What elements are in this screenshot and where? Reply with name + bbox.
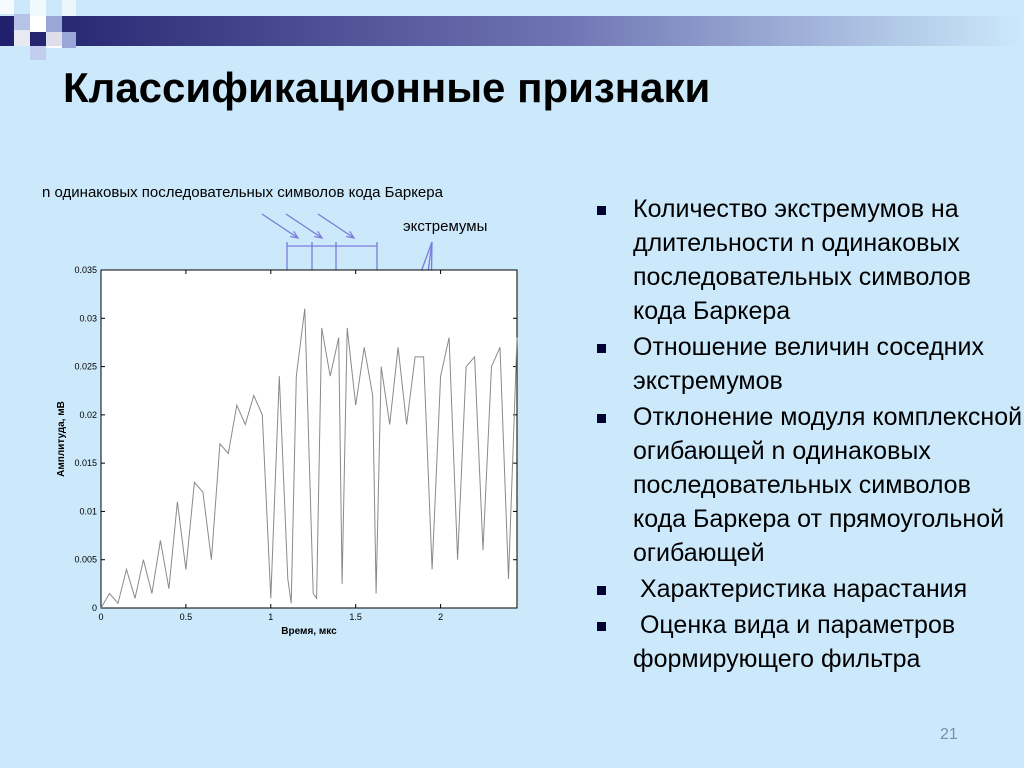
signal-chart-area: [0, 170, 590, 650]
page-title: Классификационные признаки: [63, 64, 711, 111]
arrow-line: [318, 214, 354, 238]
y-axis-label: Амплитуда, мВ: [56, 401, 67, 477]
y-tick-label: 0.01: [79, 506, 97, 517]
y-tick-label: 0.035: [74, 265, 97, 275]
bullet-text: Характеристика нарастания: [633, 575, 968, 603]
bullet-item: [592, 330, 1024, 398]
bullet-list: [592, 192, 1024, 678]
bullet-text: Отклонение модуля комплексной огибающей n одинаковых последовательных символов кода Баркера от прямоугольной огибающей: [633, 403, 1023, 567]
y-tick-label: 0.02: [79, 409, 97, 420]
x-tick-label: 1.5: [349, 612, 362, 622]
y-tick-label: 0.03: [79, 313, 97, 324]
y-tick-label: 0: [91, 603, 97, 613]
x-tick-label: 0.5: [179, 612, 193, 622]
arrow-line: [286, 214, 322, 238]
bullet-item: [592, 572, 1024, 606]
bullet-text: Оценка вида и параметров формирующего фильтра: [633, 611, 963, 673]
bullet-square-icon: [597, 206, 606, 215]
y-tick-label: 0.005: [74, 554, 97, 565]
bullet-item: [592, 400, 1024, 570]
arrow-line: [262, 214, 298, 238]
header-decoration: [0, 0, 1024, 64]
page-number: 21: [940, 726, 958, 743]
bullet-square-icon: [597, 622, 606, 631]
annotation-barker-symbols: n одинаковых последовательных символов кода Баркера: [42, 184, 443, 201]
bullet-item: [592, 608, 1024, 676]
line-chart: [0, 170, 590, 650]
bullet-square-icon: [597, 586, 606, 595]
bullet-square-icon: [597, 414, 606, 423]
y-tick-label: 0.015: [74, 458, 97, 469]
x-axis-label: Время, мкс: [281, 626, 337, 637]
y-tick-label: 0.025: [74, 361, 97, 372]
x-tick-label: 2: [438, 612, 444, 622]
bullet-square-icon: [597, 344, 606, 353]
bullet-text: Отношение величин соседних экстремумов: [633, 333, 984, 395]
annotation-extrema: экстремумы: [403, 218, 488, 235]
x-tick-label: 0: [98, 612, 104, 622]
bullet-text: Количество экстремумов на длительности n одинаковых последовательных символов кода Баркера: [633, 195, 971, 325]
x-tick-label: 1: [268, 612, 274, 622]
bullet-item: [592, 192, 1024, 328]
